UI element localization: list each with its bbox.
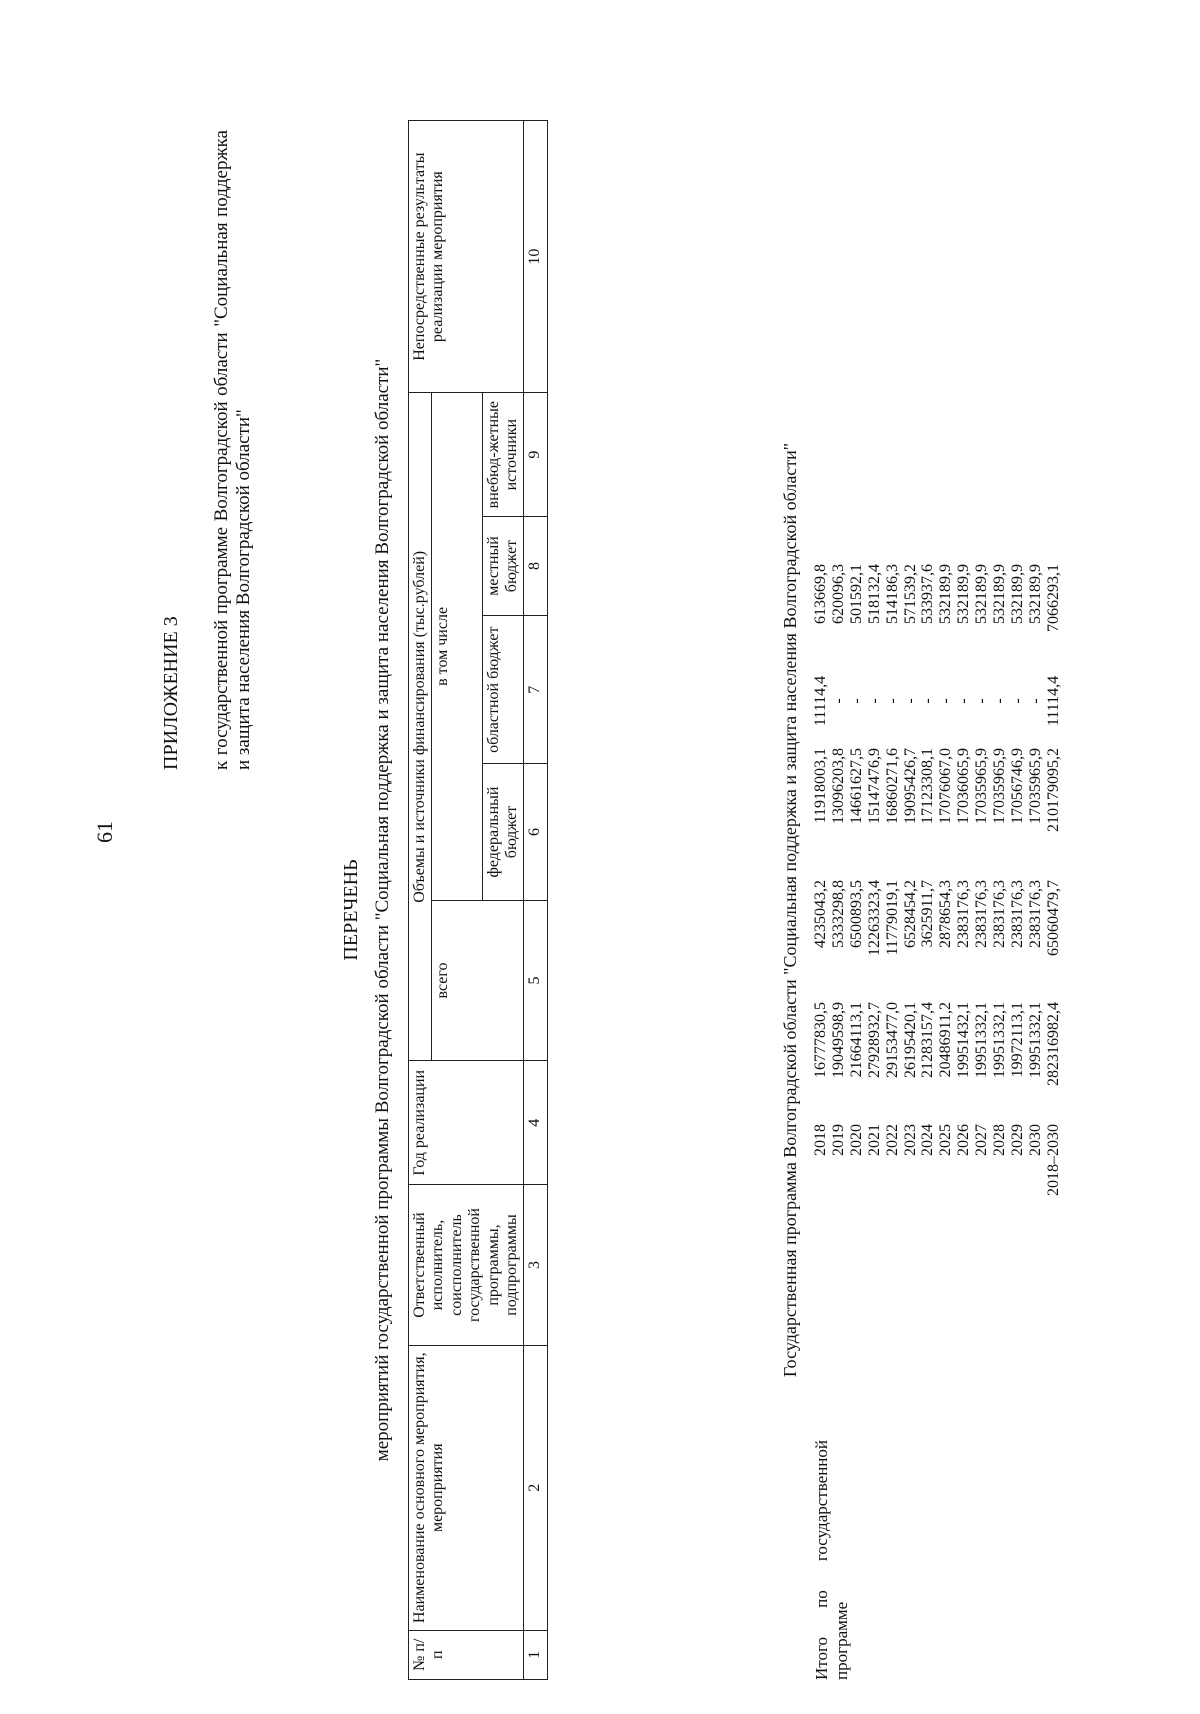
- totals-year: 2026: [955, 1124, 973, 1156]
- totals-federal: 65060479,7: [1044, 880, 1062, 956]
- header-volumes: Объемы и источники финансирования (тыс.рублей): [409, 393, 432, 1061]
- totals-regional: 19095426,7: [901, 748, 919, 824]
- header-extra: внебюд-жетные источники: [482, 393, 524, 517]
- totals-regional: 17123308,1: [919, 748, 937, 824]
- totals-row: [955, 558, 973, 1210]
- column-number: 6: [524, 764, 547, 900]
- totals-local: -: [865, 698, 883, 704]
- totals-year: 2023: [901, 1124, 919, 1156]
- totals-extra: 532189,9: [955, 564, 973, 624]
- page-number: 61: [92, 821, 117, 843]
- totals-federal: 2383176,3: [973, 880, 991, 948]
- totals-regional: 16860271,6: [883, 748, 901, 824]
- column-number: 10: [524, 121, 547, 393]
- totals-federal: 2383176,3: [1026, 880, 1044, 948]
- totals-local: -: [901, 698, 919, 704]
- totals-extra: 532189,9: [937, 564, 955, 624]
- totals-total: 21283157,4: [919, 1002, 937, 1078]
- totals-extra: 533937,6: [919, 564, 937, 624]
- column-number: 1: [524, 1630, 547, 1679]
- totals-regional: 17035965,9: [1026, 748, 1044, 824]
- totals-federal: 2383176,3: [955, 880, 973, 948]
- totals-regional: 15147476,9: [865, 748, 883, 824]
- totals-year: 2027: [973, 1124, 991, 1156]
- totals-federal: 4235043,2: [812, 880, 829, 948]
- totals-total: 27928932,7: [865, 1002, 883, 1078]
- totals-extra: 571539,2: [901, 564, 919, 624]
- header-total: всего: [432, 900, 524, 1061]
- header-results: Непосредственные результаты реализации мероприятия: [409, 121, 524, 393]
- totals-row: [866, 558, 884, 1210]
- totals-total: 19951332,1: [1026, 1002, 1044, 1078]
- document-sheet: [140, 70, 1150, 1690]
- totals-regional: 17036065,9: [955, 748, 973, 824]
- totals-regional: 13096203,8: [829, 748, 847, 824]
- totals-year: 2030: [1026, 1124, 1044, 1156]
- totals-total: 20486911,2: [937, 1002, 955, 1078]
- totals-regional: 17056746,9: [1008, 748, 1026, 824]
- totals-row: [1045, 558, 1063, 1210]
- totals-extra: 532189,9: [973, 564, 991, 624]
- totals-federal: 5333298,8: [829, 880, 847, 948]
- totals-local: -: [991, 698, 1009, 704]
- header-regional: областной бюджет: [482, 615, 524, 763]
- totals-total: 282316982,4: [1044, 1002, 1062, 1086]
- totals-federal: 6500893,5: [847, 880, 865, 948]
- totals-extra: 532189,9: [1026, 564, 1044, 624]
- totals-extra: 613669,8: [812, 564, 829, 624]
- header-federal: федеральный бюджет: [482, 764, 524, 900]
- totals-total: 19049598,9: [829, 1002, 847, 1078]
- totals-extra: 620096,3: [829, 564, 847, 624]
- totals-local: -: [919, 698, 937, 704]
- totals-row: [1009, 558, 1027, 1210]
- totals-table: [812, 558, 1063, 1210]
- column-number-row: [524, 121, 547, 1680]
- totals-regional: 11918003,1: [812, 748, 829, 824]
- totals-year: 2018: [812, 1124, 829, 1156]
- column-number: 4: [524, 1061, 547, 1185]
- totals-regional: 14661627,5: [847, 748, 865, 824]
- totals-row: [991, 558, 1009, 1210]
- totals-extra: 532189,9: [1008, 564, 1026, 624]
- column-number: 9: [524, 393, 547, 517]
- totals-total: 19972113,1: [1008, 1002, 1026, 1078]
- totals-row: [830, 558, 848, 1210]
- column-number: 2: [524, 1345, 547, 1630]
- totals-local: -: [829, 698, 847, 704]
- totals-row: [884, 558, 902, 1210]
- totals-local: -: [937, 698, 955, 704]
- totals-federal: 2383176,3: [1008, 880, 1026, 948]
- totals-row: [848, 558, 866, 1210]
- totals-local: 11114,4: [1044, 675, 1062, 727]
- measures-table: [408, 120, 548, 1680]
- program-line: Государственная программа Волгоградской области "Социальная поддержка и защита населения Волгоградской области": [780, 442, 800, 1378]
- totals-total: 19951332,1: [991, 1002, 1009, 1078]
- totals-year: 2018–2030: [1044, 1124, 1062, 1196]
- totals-total: 26195420,1: [901, 1002, 919, 1078]
- totals-extra: 532189,9: [991, 564, 1009, 624]
- totals-extra: 518132,4: [865, 564, 883, 624]
- totals-total: 19951332,1: [973, 1002, 991, 1078]
- totals-federal: 2383176,3: [991, 880, 1009, 948]
- totals-regional: 17035965,9: [991, 748, 1009, 824]
- totals-year: 2019: [829, 1124, 847, 1156]
- column-number: 8: [524, 517, 547, 616]
- appendix-block: [160, 130, 255, 770]
- totals-regional: 210179095,2: [1044, 748, 1062, 832]
- totals-year: 2021: [865, 1124, 883, 1156]
- totals-total: 21664113,1: [847, 1002, 865, 1078]
- totals-federal: 6528454,2: [901, 880, 919, 948]
- totals-row: [902, 558, 920, 1210]
- totals-local: 11114,4: [812, 675, 829, 727]
- totals-row: [812, 558, 830, 1210]
- totals-regional: 17035965,9: [973, 748, 991, 824]
- totals-federal: 3625911,7: [919, 880, 937, 948]
- totals-year: 2020: [847, 1124, 865, 1156]
- totals-row: [937, 558, 955, 1210]
- totals-extra: 514186,3: [883, 564, 901, 624]
- totals-local: -: [973, 698, 991, 704]
- totals-regional: 17076067,0: [937, 748, 955, 824]
- totals-federal: 11779019,1: [883, 880, 901, 956]
- totals-local: -: [847, 698, 865, 704]
- totals-row: [1027, 558, 1045, 1210]
- list-subtitle: мероприятий государственной программы Волгоградской области "Социальная поддержка и защита населения Волгоградской области": [372, 358, 393, 1462]
- column-number: 3: [524, 1185, 547, 1346]
- totals-local: -: [1026, 698, 1044, 704]
- header-executor: Ответственный исполнитель, соисполнитель государственной программы, подпрограммы: [409, 1185, 524, 1346]
- column-number: 5: [524, 900, 547, 1061]
- totals-extra: 7066293,1: [1044, 564, 1062, 632]
- totals-total: 16777830,5: [812, 1002, 829, 1078]
- totals-row: [973, 558, 991, 1210]
- totals-year: 2028: [991, 1124, 1009, 1156]
- appendix-title: ПРИЛОЖЕНИЕ 3: [160, 616, 182, 770]
- totals-total: 29153477,0: [883, 1002, 901, 1078]
- column-number: 7: [524, 615, 547, 763]
- totals-federal: 2878654,3: [937, 880, 955, 948]
- header-including: в том числе: [432, 393, 482, 900]
- totals-row: [919, 558, 937, 1210]
- totals-federal: 12263323,4: [865, 880, 883, 956]
- totals-local: -: [955, 698, 973, 704]
- totals-year: 2029: [1008, 1124, 1026, 1156]
- header-year: Год реализации: [409, 1061, 524, 1185]
- header-num: № п/п: [409, 1630, 524, 1679]
- header-name: Наименование основного мероприятия, мероприятия: [409, 1345, 524, 1630]
- totals-local: -: [883, 698, 901, 704]
- totals-local: -: [1008, 698, 1026, 704]
- list-title: ПЕРЕЧЕНЬ: [340, 859, 362, 961]
- totals-year: 2025: [937, 1124, 955, 1156]
- totals-total: 19951432,1: [955, 1002, 973, 1078]
- totals-year: 2024: [919, 1124, 937, 1156]
- appendix-text: к государственной программе Волгоградской области "Социальная поддержка и защита населения Волгоградской области": [211, 130, 254, 770]
- header-local: местный бюджет: [482, 517, 524, 616]
- totals-label: Итого по государственной программе: [812, 1440, 852, 1680]
- totals-extra: 501592,1: [847, 564, 865, 624]
- totals-year: 2022: [883, 1124, 901, 1156]
